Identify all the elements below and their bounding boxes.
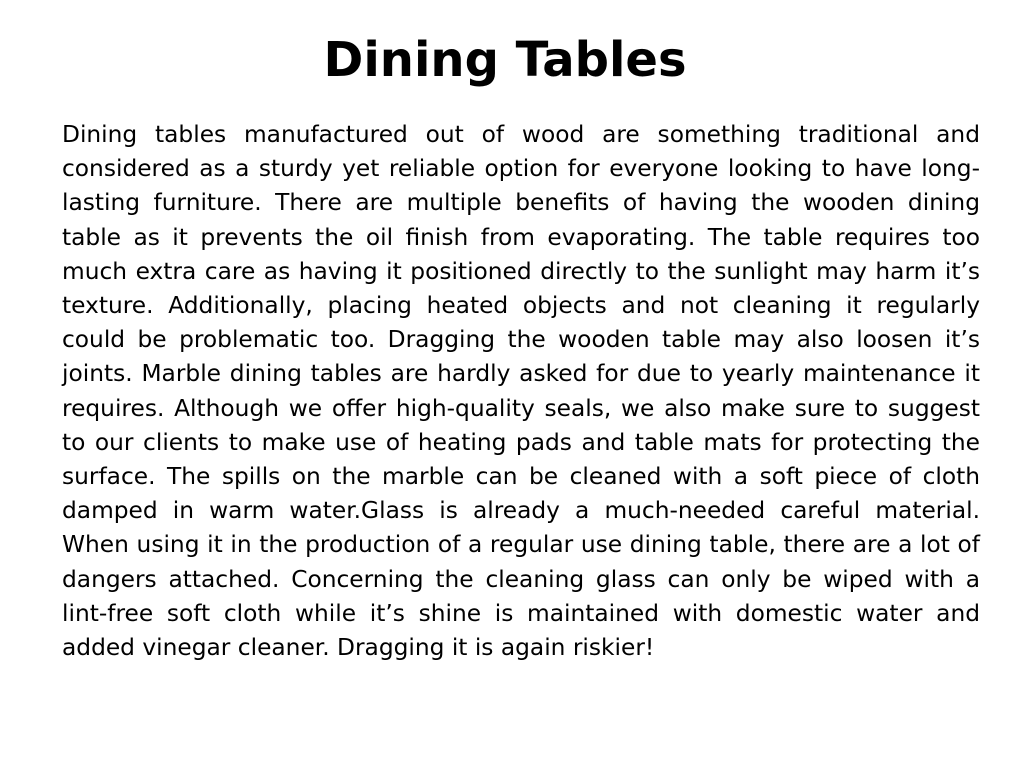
slide-body-paragraph: Dining tables manufactured out of wood are something traditional and considered as a sturdy yet reliable option for everyone looking to have long-lasting furniture. There are multiple benefits of having the wooden dining table as it prevents the oil finish from evaporating. The table requires too much extra care as having it positioned directly to the sunlight may harm it’s texture. Additionally, placing heated objects and not cleaning it regularly could be problematic too. Dragging the wooden table may also loosen it’s joints. Marble dining tables are hardly asked for due to yearly maintenance it requires. Although we offer high-quality seals, we also make sure to suggest to our clients to make use of heating pads and table mats for protecting the surface. The spills on the marble can be cleaned with a soft piece of cloth damped in warm water.Glass is already a much-needed careful material. When using it in the production of a regular use dining table, there are a lot of dangers attached. Concerning the cleaning glass can only be wiped with a lint-free soft cloth while it’s shine is maintained with domestic water and added vinegar cleaner. Dragging it is again riskier! [62, 121, 980, 662]
slide-title: Dining Tables [323, 32, 687, 88]
